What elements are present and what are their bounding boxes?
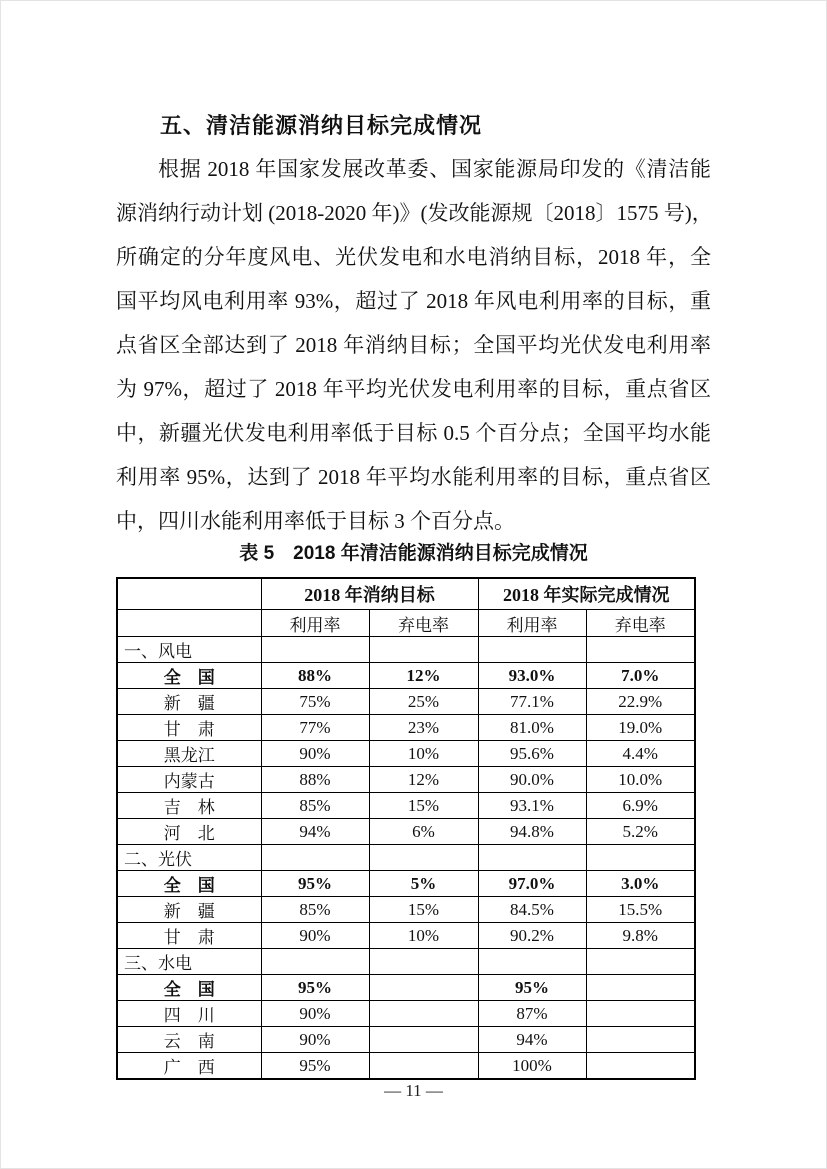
header-target-2018: 2018 年消纳目标 bbox=[261, 578, 478, 610]
table-row bbox=[117, 741, 695, 767]
value-cell: 9.8% bbox=[586, 923, 695, 949]
value-cell: 15.5% bbox=[586, 897, 695, 923]
value-cell: 81.0% bbox=[478, 715, 586, 741]
empty-cell bbox=[369, 1001, 478, 1027]
value-cell: 85% bbox=[261, 793, 369, 819]
paragraph-line: 为 97%，超过了 2018 年平均光伏发电利用率的目标，重点省区 bbox=[116, 377, 711, 401]
region-label: 新 疆 bbox=[117, 689, 261, 715]
region-label: 甘 肃 bbox=[117, 715, 261, 741]
table-body bbox=[117, 637, 695, 1080]
paragraph-line: 国平均风电利用率 93%，超过了 2018 年风电利用率的目标，重 bbox=[116, 289, 711, 313]
subheader-utilization-rate: 利用率 bbox=[478, 610, 586, 637]
table-row bbox=[117, 689, 695, 715]
value-cell: 77.1% bbox=[478, 689, 586, 715]
value-cell: 10% bbox=[369, 741, 478, 767]
region-label: 云 南 bbox=[117, 1027, 261, 1053]
empty-cell bbox=[586, 949, 695, 975]
value-cell: 23% bbox=[369, 715, 478, 741]
value-cell: 85% bbox=[261, 897, 369, 923]
table-row bbox=[117, 871, 695, 897]
table-row bbox=[117, 715, 695, 741]
value-cell: 75% bbox=[261, 689, 369, 715]
value-cell: 3.0% bbox=[586, 871, 695, 897]
value-cell: 87% bbox=[478, 1001, 586, 1027]
region-label: 全 国 bbox=[117, 871, 261, 897]
value-cell: 90.2% bbox=[478, 923, 586, 949]
header-actual-2018: 2018 年实际完成情况 bbox=[478, 578, 695, 610]
value-cell: 5.2% bbox=[586, 819, 695, 845]
empty-cell bbox=[586, 975, 695, 1001]
value-cell: 15% bbox=[369, 897, 478, 923]
region-label: 甘 肃 bbox=[117, 923, 261, 949]
value-cell: 19.0% bbox=[586, 715, 695, 741]
empty-cell bbox=[586, 1053, 695, 1080]
value-cell: 10% bbox=[369, 923, 478, 949]
value-cell: 25% bbox=[369, 689, 478, 715]
empty-cell bbox=[586, 845, 695, 871]
section-label: 三、水电 bbox=[117, 949, 261, 975]
region-label: 新 疆 bbox=[117, 897, 261, 923]
value-cell: 22.9% bbox=[586, 689, 695, 715]
header-group-row bbox=[117, 578, 695, 610]
value-cell: 100% bbox=[478, 1053, 586, 1080]
region-label: 黑龙江 bbox=[117, 741, 261, 767]
consumption-table bbox=[116, 577, 696, 1080]
value-cell: 95% bbox=[478, 975, 586, 1001]
region-label: 四 川 bbox=[117, 1001, 261, 1027]
empty-cell bbox=[369, 845, 478, 871]
empty-cell bbox=[261, 637, 369, 663]
page-number: — 11 — bbox=[384, 1081, 443, 1100]
value-cell: 93.1% bbox=[478, 793, 586, 819]
table-corner-cell bbox=[117, 578, 261, 610]
region-label: 内蒙古 bbox=[117, 767, 261, 793]
table-row bbox=[117, 975, 695, 1001]
header-sub-row bbox=[117, 610, 695, 637]
empty-cell bbox=[586, 1027, 695, 1053]
region-label: 河 北 bbox=[117, 819, 261, 845]
body-paragraph bbox=[116, 147, 711, 543]
paragraph-line: 中，新疆光伏发电利用率低于目标 0.5 个百分点；全国平均水能 bbox=[116, 421, 711, 445]
paragraph-line: 点省区全部达到了 2018 年消纳目标；全国平均光伏发电利用率 bbox=[116, 333, 711, 357]
value-cell: 97.0% bbox=[478, 871, 586, 897]
table-header bbox=[117, 578, 695, 637]
paragraph-line: 所确定的分年度风电、光伏发电和水电消纳目标，2018 年，全 bbox=[116, 245, 711, 269]
table-row bbox=[117, 793, 695, 819]
paragraph-line: 利用率 95%，达到了 2018 年平均水能利用率的目标，重点省区 bbox=[116, 465, 711, 489]
section-row bbox=[117, 637, 695, 663]
table-caption: 表 5 2018 年清洁能源消纳目标完成情况 bbox=[239, 543, 588, 564]
value-cell: 4.4% bbox=[586, 741, 695, 767]
table-row bbox=[117, 1001, 695, 1027]
value-cell: 90.0% bbox=[478, 767, 586, 793]
region-label: 广 西 bbox=[117, 1053, 261, 1080]
value-cell: 94% bbox=[478, 1027, 586, 1053]
subheader-utilization-rate: 利用率 bbox=[261, 610, 369, 637]
table-row bbox=[117, 897, 695, 923]
paragraph-line: 源消纳行动计划 (2018-2020 年)》(发改能源规〔2018〕1575 号)， bbox=[116, 201, 713, 225]
empty-cell bbox=[478, 637, 586, 663]
region-label: 全 国 bbox=[117, 663, 261, 689]
region-label: 吉 林 bbox=[117, 793, 261, 819]
value-cell: 94.8% bbox=[478, 819, 586, 845]
subheader-curtailment-rate: 弃电率 bbox=[369, 610, 478, 637]
empty-cell bbox=[261, 949, 369, 975]
table-row bbox=[117, 1053, 695, 1080]
value-cell: 95% bbox=[261, 975, 369, 1001]
value-cell: 88% bbox=[261, 663, 369, 689]
empty-cell bbox=[369, 1027, 478, 1053]
value-cell: 12% bbox=[369, 767, 478, 793]
section-heading: 五、清洁能源消纳目标完成情况 bbox=[160, 113, 483, 138]
value-cell: 10.0% bbox=[586, 767, 695, 793]
section-row bbox=[117, 949, 695, 975]
empty-cell bbox=[261, 845, 369, 871]
region-label: 全 国 bbox=[117, 975, 261, 1001]
value-cell: 7.0% bbox=[586, 663, 695, 689]
subheader-blank bbox=[117, 610, 261, 637]
value-cell: 93.0% bbox=[478, 663, 586, 689]
value-cell: 95% bbox=[261, 1053, 369, 1080]
empty-cell bbox=[369, 975, 478, 1001]
value-cell: 84.5% bbox=[478, 897, 586, 923]
paragraph-line: 根据 2018 年国家发展改革委、国家能源局印发的《清洁能 bbox=[158, 157, 711, 181]
empty-cell bbox=[369, 949, 478, 975]
section-label: 二、光伏 bbox=[117, 845, 261, 871]
value-cell: 77% bbox=[261, 715, 369, 741]
paragraph-line: 中，四川水能利用率低于目标 3 个百分点。 bbox=[116, 509, 515, 533]
value-cell: 15% bbox=[369, 793, 478, 819]
value-cell: 90% bbox=[261, 1027, 369, 1053]
value-cell: 5% bbox=[369, 871, 478, 897]
table-row bbox=[117, 819, 695, 845]
value-cell: 88% bbox=[261, 767, 369, 793]
empty-cell bbox=[478, 949, 586, 975]
empty-cell bbox=[478, 845, 586, 871]
table-row bbox=[117, 923, 695, 949]
value-cell: 95% bbox=[261, 871, 369, 897]
value-cell: 90% bbox=[261, 741, 369, 767]
table-row bbox=[117, 767, 695, 793]
empty-cell bbox=[586, 637, 695, 663]
section-label: 一、风电 bbox=[117, 637, 261, 663]
subheader-curtailment-rate: 弃电率 bbox=[586, 610, 695, 637]
value-cell: 95.6% bbox=[478, 741, 586, 767]
value-cell: 94% bbox=[261, 819, 369, 845]
value-cell: 90% bbox=[261, 1001, 369, 1027]
empty-cell bbox=[369, 1053, 478, 1080]
value-cell: 12% bbox=[369, 663, 478, 689]
empty-cell bbox=[586, 1001, 695, 1027]
table-row bbox=[117, 663, 695, 689]
value-cell: 90% bbox=[261, 923, 369, 949]
table-row bbox=[117, 1027, 695, 1053]
value-cell: 6% bbox=[369, 819, 478, 845]
section-row bbox=[117, 845, 695, 871]
value-cell: 6.9% bbox=[586, 793, 695, 819]
empty-cell bbox=[369, 637, 478, 663]
